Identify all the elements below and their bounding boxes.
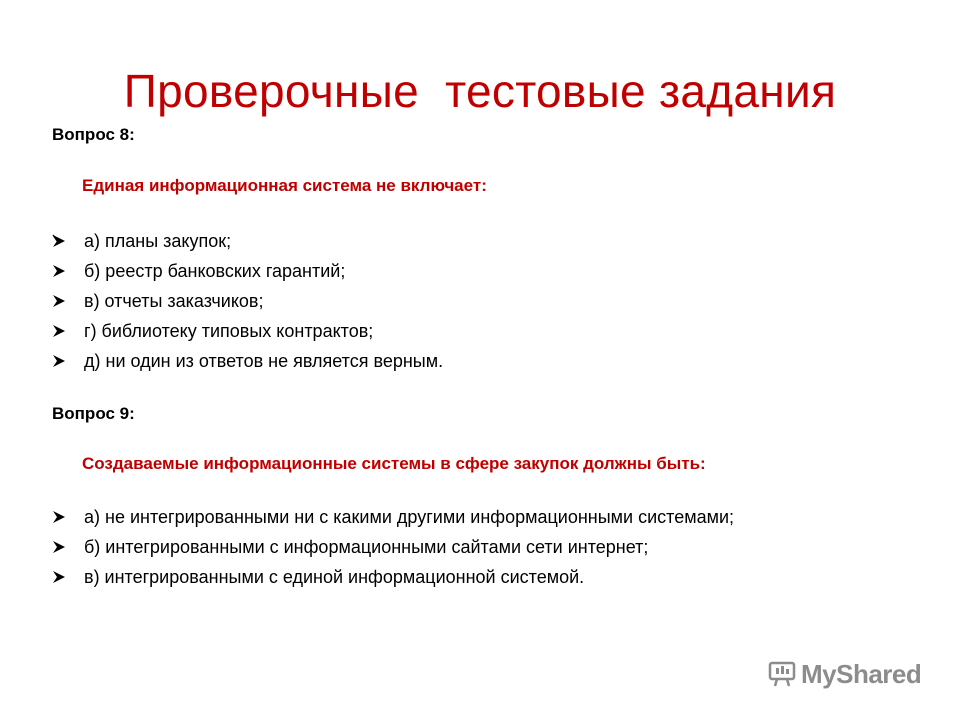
- arrow-check-bullet-icon: [52, 286, 84, 308]
- arrow-check-bullet-icon: [52, 256, 84, 278]
- watermark: [767, 657, 921, 691]
- question-9-options: [52, 502, 734, 592]
- myshared-logo-icon: [767, 659, 797, 689]
- slide-title: Проверочные тестовые задания: [123, 65, 837, 117]
- arrow-check-bullet-icon: [52, 502, 84, 524]
- option-item: а) планы закупок;: [52, 226, 443, 256]
- arrow-check-bullet-icon: [52, 316, 84, 338]
- option-item: а) не интегрированными ни с какими другими информационными системами;: [52, 502, 734, 532]
- arrow-check-bullet-icon: [52, 226, 84, 248]
- option-item: в) интегрированными с единой информационной системой.: [52, 562, 734, 592]
- question-9-text: Создаваемые информационные системы в сфере закупок должны быть:: [82, 454, 706, 473]
- option-item: в) отчеты заказчиков;: [52, 286, 443, 316]
- watermark-text: MyShared: [801, 658, 922, 689]
- option-item: б) интегрированными с информационными сайтами сети интернет;: [52, 532, 734, 562]
- option-item: г) библиотеку типовых контрактов;: [52, 316, 443, 346]
- question-8-options: [52, 226, 443, 376]
- arrow-check-bullet-icon: [52, 532, 84, 554]
- question-8-label: Вопрос 8:: [52, 125, 135, 144]
- arrow-check-bullet-icon: [52, 346, 84, 368]
- arrow-check-bullet-icon: [52, 562, 84, 584]
- question-9-label: Вопрос 9:: [52, 404, 135, 423]
- question-8-text: Единая информационная система не включает:: [82, 176, 487, 195]
- option-item: д) ни один из ответов не является верным.: [52, 346, 443, 376]
- option-item: б) реестр банковских гарантий;: [52, 256, 443, 286]
